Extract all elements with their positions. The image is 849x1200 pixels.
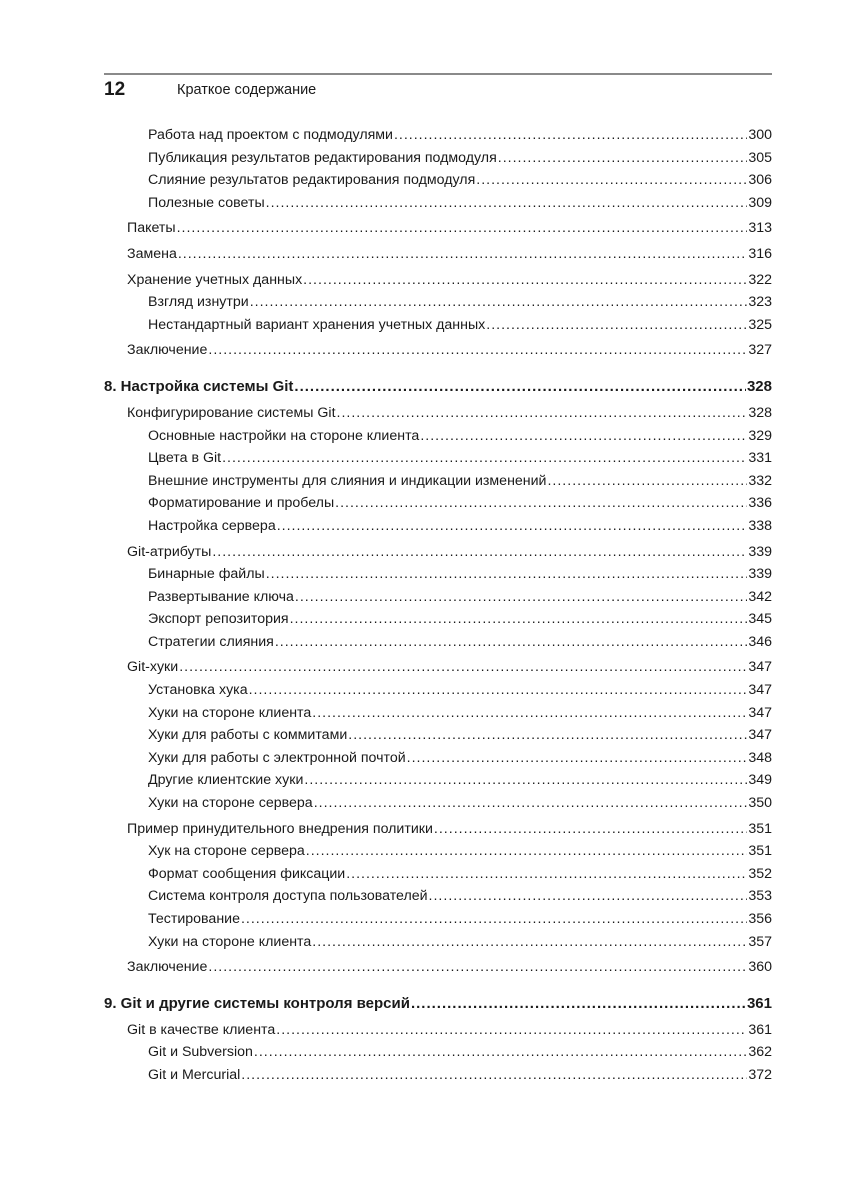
toc-entry-page: 331 [748, 450, 772, 467]
toc-entry-title: Хуки на стороне сервера [148, 795, 313, 812]
dot-leader [335, 492, 747, 515]
dot-leader [208, 339, 747, 362]
dot-leader [277, 515, 748, 538]
toc-entry [104, 1019, 772, 1042]
toc-entry-title: Слияние результатов редактирования подмодуля [148, 172, 476, 189]
toc-entry-page: 353 [748, 888, 772, 905]
toc-entry-page: 361 [748, 1021, 772, 1038]
dot-leader [547, 470, 747, 493]
dot-leader [304, 769, 747, 792]
dot-leader [346, 863, 747, 886]
toc-entry-title: Настройка сервера [148, 517, 276, 534]
dot-leader [250, 291, 748, 314]
toc-entry [104, 291, 772, 314]
toc-entry [104, 679, 772, 702]
toc-entry-page: 313 [748, 220, 772, 237]
toc-entry-page: 349 [748, 772, 772, 789]
dot-leader [337, 402, 748, 425]
toc-entry-title: Замена [127, 245, 177, 262]
toc-entry-title: Тестирование [148, 911, 240, 927]
dot-leader [222, 447, 747, 470]
toc-entry-page: 360 [748, 959, 772, 976]
toc-entry-title: Основные настройки на стороне клиента [148, 427, 420, 444]
toc-entry [104, 470, 772, 493]
dot-leader [178, 243, 747, 266]
toc-entry-title: Хуки на стороне клиента [148, 704, 312, 721]
toc-entry-page: 300 [748, 127, 772, 143]
toc-entry-title: Git и Mercurial [148, 1066, 241, 1083]
toc-entry [104, 631, 772, 654]
toc-entry-title: Формат сообщения фиксации [148, 865, 346, 882]
toc-entry [104, 563, 772, 586]
dot-leader [312, 931, 747, 954]
toc-entry-title: Цвета в Git [148, 450, 222, 467]
toc-entry-title: Git в качестве клиента [127, 1021, 276, 1038]
toc-entry-title: Экспорт репозитория [148, 611, 289, 628]
toc-entry-page: 323 [748, 294, 772, 311]
toc-entry-page: 357 [748, 933, 772, 950]
dot-leader [177, 217, 748, 240]
toc-entry [104, 402, 772, 425]
toc-entry-page: 345 [748, 611, 772, 628]
dot-leader [241, 1064, 747, 1087]
toc-entry-page: 346 [748, 633, 772, 650]
toc-entry-page: 347 [748, 727, 772, 744]
dot-leader [295, 586, 747, 609]
dot-leader [476, 169, 747, 192]
toc-entry [104, 339, 772, 362]
toc-entry-title: Развертывание ключа [148, 588, 294, 605]
toc-entry [104, 192, 772, 215]
toc-entry-page: 336 [748, 495, 772, 512]
toc-entry-page: 332 [748, 472, 772, 489]
toc-entry [104, 169, 772, 192]
toc-entry-title: Git и Subversion [148, 1044, 253, 1061]
dot-leader [348, 724, 747, 747]
toc-entry [104, 217, 772, 240]
toc-entry-page: 347 [748, 659, 772, 676]
toc-entry [104, 840, 772, 863]
toc-entry-page: 339 [748, 543, 772, 560]
toc-entry-page: 352 [748, 865, 772, 882]
toc-entry-page: 351 [748, 820, 772, 837]
toc-entry-title: Другие клиентские хуки [148, 772, 304, 789]
toc-entry-title: Пример принудительного внедрения политики [127, 820, 433, 837]
dot-leader [212, 541, 747, 564]
toc-entry-title: Пакеты [127, 220, 176, 237]
dot-leader [241, 908, 747, 931]
toc-entry-title: 9. Git и другие системы контроля версий [104, 994, 410, 1012]
toc-entry-page: 348 [748, 749, 772, 766]
toc-entry [104, 541, 772, 564]
dot-leader [254, 1041, 747, 1064]
toc-entry [104, 931, 772, 954]
toc-entry-page: 322 [748, 271, 772, 288]
dot-leader [312, 702, 747, 725]
toc-entry-title: Полезные советы [148, 194, 265, 211]
toc-entry-title: Хуки для работы с электронной почтой [148, 749, 406, 766]
dot-leader [266, 192, 748, 215]
dot-leader [303, 269, 747, 292]
toc-entry-page: 356 [748, 911, 772, 927]
toc-entry-page: 350 [748, 795, 772, 812]
toc-entry [104, 863, 772, 886]
toc-entry [104, 702, 772, 725]
toc-entry [104, 747, 772, 770]
toc-entry [104, 818, 772, 841]
toc-entry-page: 316 [748, 245, 772, 262]
dot-leader [407, 747, 748, 770]
dot-leader [290, 608, 748, 631]
toc-entry [104, 724, 772, 747]
dot-leader [208, 956, 747, 979]
toc-entry-title: Git-атрибуты [127, 543, 212, 560]
toc-chapter-entry [104, 991, 772, 1017]
dot-leader [498, 147, 748, 170]
toc-entry-page: 306 [748, 172, 772, 189]
toc-entry-title: Бинарные файлы [148, 566, 265, 583]
toc-entry-title: Конфигурирование системы Git [127, 404, 336, 421]
toc-entry-title: Взгляд изнутри [148, 294, 249, 311]
toc-entry [104, 269, 772, 292]
dot-leader [276, 1019, 747, 1042]
toc-entry-page: 347 [748, 704, 772, 721]
toc-entry [104, 1064, 772, 1087]
toc-entry [104, 425, 772, 448]
toc-entry-page: 338 [748, 517, 772, 534]
toc-entry-page: 328 [748, 404, 772, 421]
dot-leader [486, 314, 747, 337]
running-title: Краткое содержание [177, 82, 317, 98]
toc-entry-title: Установка хука [148, 682, 248, 699]
toc-entry-title: Хранение учетных данных [127, 271, 303, 288]
header-rule [104, 73, 772, 75]
dot-leader [306, 840, 748, 863]
toc-entry [104, 314, 772, 337]
toc-entry-page: 351 [748, 843, 772, 860]
toc-entry-title: Система контроля доступа пользователей [148, 888, 428, 905]
toc-entry [104, 769, 772, 792]
toc-entry [104, 1041, 772, 1064]
dot-leader [420, 425, 747, 448]
dot-leader [275, 631, 747, 654]
page-number: 12 [104, 79, 126, 100]
toc-entry [104, 147, 772, 170]
table-of-contents [104, 124, 772, 1087]
toc-entry [104, 885, 772, 908]
toc-entry-page: 328 [746, 377, 772, 395]
toc-entry-title: Хуки для работы с коммитами [148, 727, 348, 744]
dot-leader [294, 374, 746, 400]
toc-entry [104, 515, 772, 538]
toc-entry-title: Внешние инструменты для слияния и индикации изменений [148, 472, 547, 489]
toc-entry-page: 342 [748, 588, 772, 605]
toc-entry-title: Стратегии слияния [148, 633, 274, 650]
toc-entry-title: Публикация результатов редактирования подмодуля [148, 149, 497, 166]
toc-entry-page: 372 [748, 1066, 772, 1083]
toc-entry [104, 792, 772, 815]
dot-leader [434, 818, 747, 841]
toc-entry [104, 124, 772, 147]
toc-entry [104, 908, 772, 931]
dot-leader [266, 563, 748, 586]
dot-leader [179, 656, 747, 679]
toc-entry-title: Git-хуки [127, 659, 179, 676]
toc-entry-title: Хук на стороне сервера [148, 843, 305, 860]
toc-entry-title: Заключение [127, 342, 208, 359]
toc-entry-title: Форматирование и пробелы [148, 495, 335, 512]
toc-entry-page: 327 [748, 342, 772, 359]
toc-entry-title: Работа над проектом с подмодулями [148, 127, 393, 143]
toc-entry [104, 447, 772, 470]
toc-entry-title: Заключение [127, 959, 208, 976]
toc-entry [104, 956, 772, 979]
toc-entry [104, 656, 772, 679]
dot-leader [394, 124, 747, 147]
toc-chapter-entry [104, 374, 772, 400]
toc-entry-page: 309 [748, 194, 772, 211]
toc-entry-title: Нестандартный вариант хранения учетных данных [148, 316, 486, 333]
toc-entry-page: 339 [748, 566, 772, 583]
dot-leader [249, 679, 748, 702]
toc-entry [104, 586, 772, 609]
toc-entry-page: 361 [746, 994, 772, 1012]
dot-leader [314, 792, 748, 815]
toc-entry [104, 608, 772, 631]
dot-leader [411, 991, 746, 1017]
toc-entry-page: 362 [748, 1044, 772, 1061]
toc-entry-title: Хуки на стороне клиента [148, 933, 312, 950]
toc-entry-page: 325 [748, 316, 772, 333]
dot-leader [429, 885, 748, 908]
toc-entry [104, 243, 772, 266]
toc-entry [104, 492, 772, 515]
toc-entry-page: 347 [748, 682, 772, 699]
toc-entry-page: 305 [748, 149, 772, 166]
toc-entry-title: 8. Настройка системы Git [104, 377, 294, 395]
toc-entry-page: 329 [748, 427, 772, 444]
